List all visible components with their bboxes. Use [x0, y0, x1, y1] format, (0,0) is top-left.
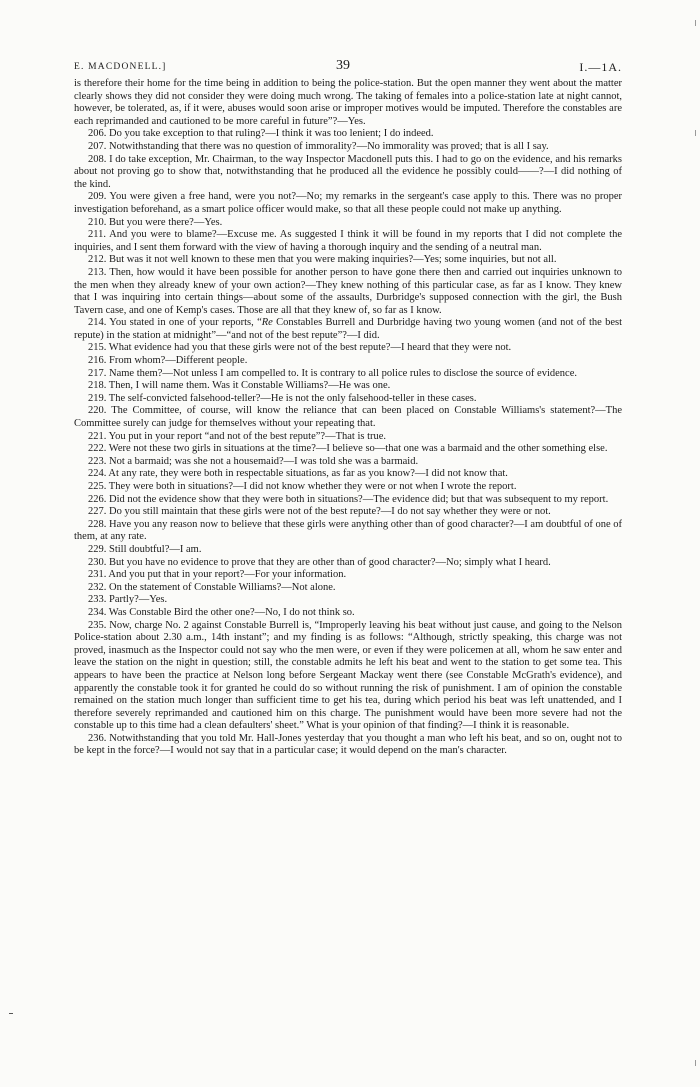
- question-answer-paragraph: 232. On the statement of Constable Williams?—Not alone.: [88, 581, 336, 593]
- question-answer-paragraph: is therefore their home for the time being in addition to being the police-station. But the open manner they went about the matter clearly shows they did not consider they were doing much wrong. The taking of females into a police-station late at night cannot, however, be tolerated, as, if it were, abuses would soon arise or improper motives would be imputed. Therefore the constables are each reprimanded and cautioned to be more careful in future”?—Yes.: [74, 78, 622, 127]
- question-answer-paragraph: 231. And you put that in your report?—For your information.: [88, 569, 347, 581]
- question-answer-paragraph: 224. At any rate, they were both in respectable situations, as far as you know?—I did not know that.: [88, 468, 508, 480]
- question-answer-paragraph: 229. Still doubtful?—I am.: [88, 543, 202, 555]
- question-answer-paragraph: 208. I do take exception, Mr. Chairman, to the way Inspector Macdonell puts this. I had to go on the evidence, and his remarks about not proving go to show that, notwithstanding that he produced all the evidence he possibly could——?—I did nothing of the kind.: [74, 153, 622, 190]
- question-answer-paragraph: 213. Then, how would it have been possible for another person to have gone there then and carried out inquiries unknown to the men when they already knew of your own action?—They knew nothing of this particular case, as far as I know. They knew that I was inquiring into certain things—about some of the assaults, Durbridge's supposed connection with the girl, the Bush Tavern case, and one of Kemp's cases. Those are all that they knew of, so far as I know.: [74, 266, 622, 316]
- question-answer-paragraph: 207. Notwithstanding that there was no question of immorality?—No immorality was proved; that is all I say.: [88, 140, 549, 152]
- question-answer-paragraph: 214. You stated in one of your reports, “Re Constables Burrell and Durbridge having two young women (and not of the best repute) in the station at midnight”—“and not of the best repute”?—I did.: [74, 317, 622, 341]
- question-answer-paragraph: 233. Partly?—Yes.: [88, 594, 168, 606]
- page-number: 39: [336, 58, 350, 73]
- question-answer-paragraph: 228. Have you any reason now to believe that these girls were anything other than of good character?—I am doubtful of one of them, at any rate.: [74, 518, 622, 543]
- document-page: [74, 56, 622, 758]
- question-answer-paragraph: 223. Not a barmaid; was she not a housemaid?—I was told she was a barmaid.: [88, 455, 419, 467]
- question-answer-paragraph: 221. You put in your report “and not of the best repute”?—That is true.: [88, 430, 387, 442]
- question-answer-paragraph: 225. They were both in situations?—I did not know whether they were or not when I wrote the report.: [88, 481, 517, 492]
- edge-tick: [695, 130, 696, 136]
- question-answer-paragraph: 230. But you have no evidence to prove that they are other than of good character?—No; simply what I heard.: [88, 556, 551, 568]
- edge-tick: [695, 20, 696, 26]
- question-answer-paragraph: 212. But was it not well known to these men that you were making inquiries?—Yes; some inquiries, but not all.: [88, 254, 557, 266]
- question-answer-paragraph: 209. You were given a free hand, were you not?—No; my remarks in the sergeant's case apply to this. There was no proper investigation beforehand, as a smart police officer would make, so that all these people could not make up anything.: [74, 191, 622, 215]
- question-answer-paragraph: 211. And you were to blame?—Excuse me. As suggested I think it will be found in my reports that I did not complete the inquiries, and I sent them forward with the view of having a thorough inquiry and the sending of a neutral man.: [74, 229, 622, 253]
- question-answer-paragraph: 236. Notwithstanding that you told Mr. Hall-Jones yesterday that you thought a man who left his beat, and so on, ought not to be kept in the force?—I would not say that in a particular case; it would depend on the man's character.: [74, 732, 622, 757]
- question-answer-paragraph: 206. Do you take exception to that ruling?—I think it was too lenient; I do indeed.: [88, 128, 434, 140]
- question-answer-paragraph: 217. Name them?—Not unless I am compelled to. It is contrary to all police rules to disclose the source of evidence.: [88, 367, 577, 379]
- question-answer-paragraph: 235. Now, charge No. 2 against Constable Burrell is, “Improperly leaving his beat without just cause, and going to the Nelson Police-station about 2.30 a.m., 14th instant”; and my finding is as follows: “Although, strictly speaking, this charge was not proved, inasmuch as the Inspector could not say who the men were, or even if they were policemen at all, whom he saw enter and leave the station on the night in question; still, the constable admits he left his beat and went to the station to get some tea. This appears to have been the practice at Nelson long before Sergeant Mackay went there (see Constable McGrath's evidence), and apparently the constable took it for granted he could do so without running the risk of punishment. I am of opinion the constable remained on the station much longer than sufficient time to get his tea, during which period his beat was left unattended, and I therefore severely reprimanded and cautioned him on this charge. The punishment would have been more severe had not the constable up to this time had a clean defaulters' sheet.” What is your opinion of that finding?—I think it is reasonable.: [74, 619, 622, 732]
- evidence-text: [74, 78, 622, 758]
- document-reference: I.—1A.: [579, 60, 622, 74]
- question-answer-paragraph: 218. Then, I will name them. Was it Constable Williams?—He was one.: [88, 380, 391, 392]
- question-answer-paragraph: 210. But you were there?—Yes.: [88, 216, 223, 228]
- edge-tick: [695, 1060, 696, 1066]
- question-answer-paragraph: 222. Were not these two girls in situations at the time?—I believe so—that one was a barmaid and the other something else.: [88, 443, 608, 455]
- question-answer-paragraph: 215. What evidence had you that these girls were not of the best repute?—I heard that they were not.: [88, 342, 512, 354]
- header-witness-name: E. MACDONELL.]: [74, 62, 167, 72]
- question-answer-paragraph: 220. The Committee, of course, will know the reliance that can been placed on Constable Williams's statement?—The Committee surely can judge for themselves without your repeating that.: [74, 405, 622, 430]
- question-answer-paragraph: 226. Did not the evidence show that they were both in situations?—The evidence did; but that was subsequent to my report.: [88, 493, 609, 505]
- question-answer-paragraph: 227. Do you still maintain that these girls were not of the best repute?—I do not say whether they were or not.: [88, 506, 551, 518]
- question-answer-paragraph: 216. From whom?—Different people.: [88, 355, 248, 367]
- margin-mark: [9, 1013, 13, 1014]
- question-answer-paragraph: 219. The self-convicted falsehood-teller?—He is not the only falsehood-teller in these cases.: [88, 392, 477, 404]
- question-answer-paragraph: 234. Was Constable Bird the other one?—No, I do not think so.: [88, 606, 355, 618]
- running-header: [74, 56, 622, 78]
